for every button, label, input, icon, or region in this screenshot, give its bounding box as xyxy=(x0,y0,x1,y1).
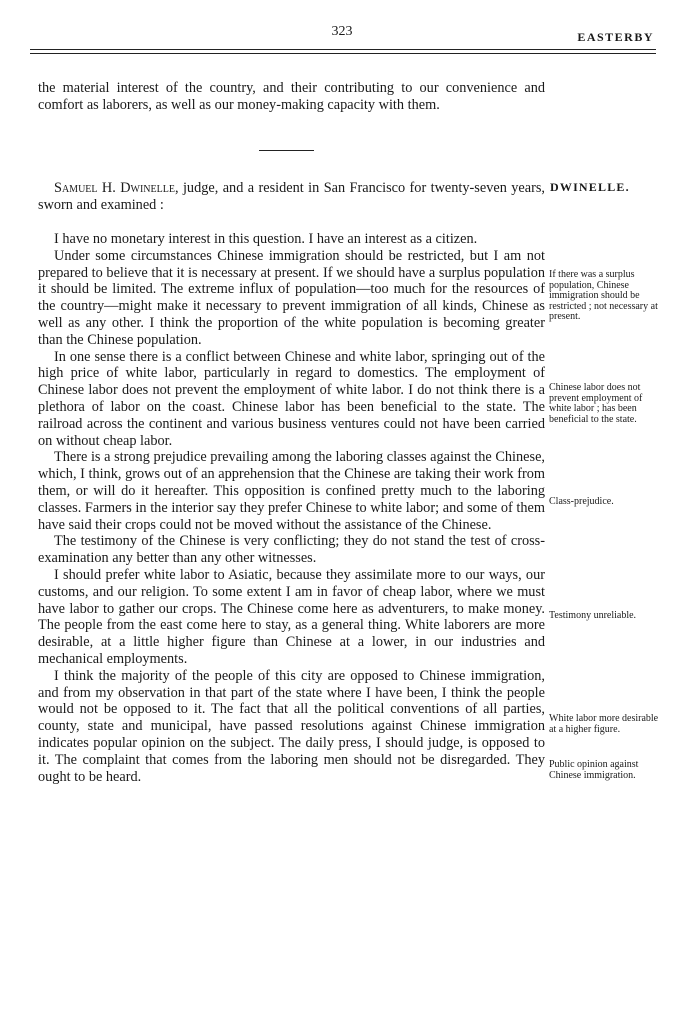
witness-name: Samuel H. Dwinelle xyxy=(54,180,175,196)
speaker-margin-tag: DWINELLE. xyxy=(550,180,630,194)
testimony-paragraph-2: Under some circumstances Chinese immigration should be restricted, but I am not prepared to believe that it is necessary at present. If we should have a surplus population it should be limited. The extreme influx of population—too much for the resources of the country—might make it necessary to prevent immigration of all kinds, Chinese as well as any other. I think the proportion of the white population is becoming greater than the Chinese population. xyxy=(38,247,545,348)
continuation-text xyxy=(38,80,545,114)
margin-note-testimony: Testimony unreliable. xyxy=(549,610,637,621)
margin-note-surplus-population: If there was a surplus population, Chinese immigration should be restricted ; not necessary at present. xyxy=(549,269,658,323)
testimony-paragraph-5: The testimony of the Chinese is very conflicting; they do not stand the test of cross-examination any better than any other witnesses. xyxy=(38,533,545,567)
header-rule-bottom xyxy=(30,53,656,54)
testimony-paragraph-3: In one sense there is a conflict between Chinese and white labor, springing out of the high price of white labor, particularly in regard to domestics. The employment of Chinese labor does not prevent the employment of white labor. I do not think there is a plethora of labor on the coast. Chinese labor has been beneficial to the state. The railroad across the continent and various business ventures could not have been carried on without cheap labor. xyxy=(38,348,545,449)
testimony-paragraph-1: I have no monetary interest in this question. I have an interest as a citizen. xyxy=(54,231,478,247)
running-head: EASTERBY xyxy=(577,30,654,44)
witness-description: , judge, and a resident in San Francisco for twenty-seven years, sworn and examined : xyxy=(38,180,545,213)
testimony-paragraph-7: I think the majority of the people of this city are opposed to Chinese immigration, and from my observation in that part of the state where I have been, I think the people would not be opposed to it. The fact that all the political conventions of all parties, county, state and municipal, have passed resolutions against Chinese immigration indicates popular opinion on the subject. The daily press, I should judge, is opposed to it. The complaint that comes from the laboring men should not be disregarded. They ought to be heard. xyxy=(38,667,545,785)
testimony-paragraph-4: There is a strong prejudice prevailing among the laboring classes against the Chinese, which, I think, grows out of an apprehension that the Chinese are taking their work from them, or will do it hereafter. This opposition is confined pretty much to the laboring classes. Farmers in the interior say they prefer Chinese to white labor; and some of them have said their crops could not be moved without the assistance of the Chinese. xyxy=(38,449,545,533)
continuation-paragraph: the material interest of the country, and their contributing to our convenience and comfort as laborers, as well as our money-making capacity with them. xyxy=(38,80,545,113)
page-number: 323 xyxy=(331,24,353,39)
margin-note-chinese-labor: Chinese labor does not prevent employment of white labor ; has been beneficial to the state. xyxy=(549,382,643,425)
section-separator xyxy=(259,150,314,151)
witness-intro xyxy=(38,180,545,214)
margin-note-public-opinion: Public opinion against Chinese immigration. xyxy=(549,759,639,781)
header-rule-top xyxy=(30,49,656,50)
testimony-body xyxy=(38,231,545,785)
margin-note-class-prejudice: Class-prejudice. xyxy=(549,496,614,507)
testimony-paragraph-6: I should prefer white labor to Asiatic, because they assimilate more to our ways, our customs, and our religion. To some extent I am in favor of cheap labor, where we must have labor to gather our crops. The Chinese come here as adventurers, to make money. The people from the east come here to stay, as a general thing. White laborers are more desirable, at a little higher figure than Chinese at a lower, in our industries and mechanical employments. xyxy=(38,566,545,667)
witness-intro-paragraph xyxy=(38,180,545,214)
margin-note-white-labor: White labor more desirable at a higher figure. xyxy=(549,713,659,735)
